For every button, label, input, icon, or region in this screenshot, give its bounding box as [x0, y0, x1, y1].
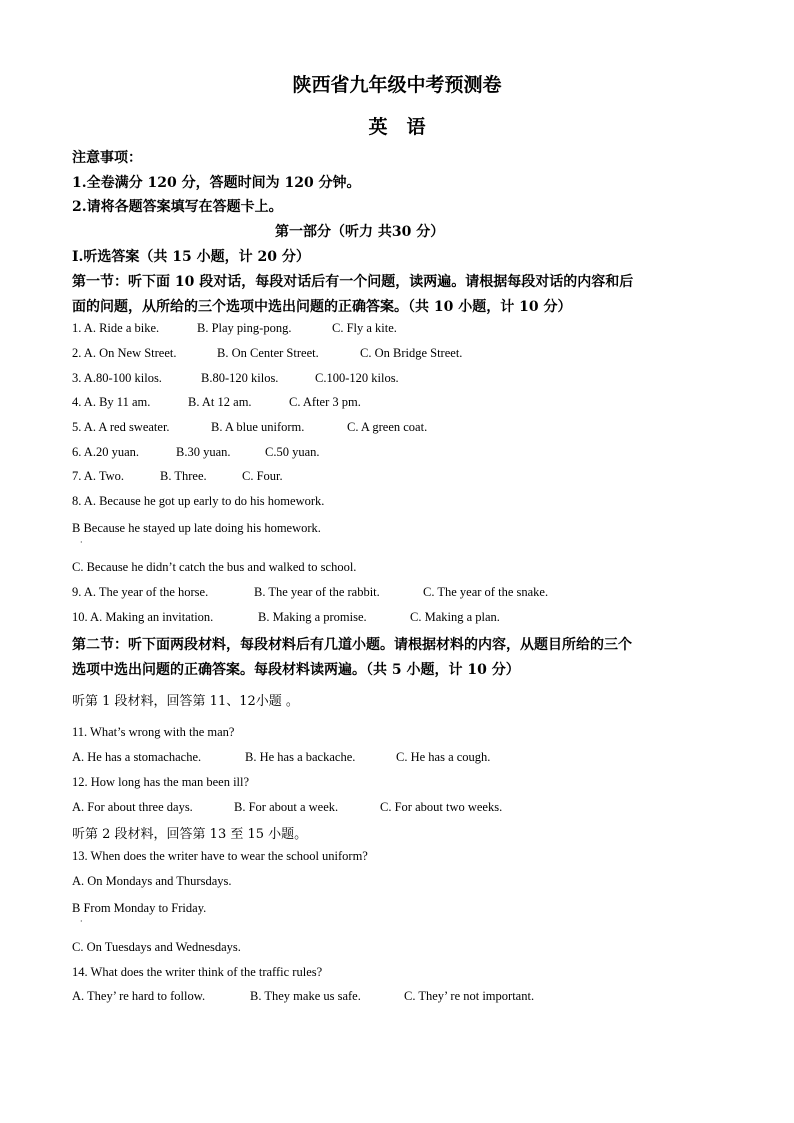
sub2-instruction-line2: 选项中选出问题的正确答案。每段材料读两遍。（共 5 小题，计 10 分） [72, 662, 520, 678]
q11-option-b: B. He has a backache. [245, 750, 356, 764]
q12-option-b: B. For about a week. [234, 800, 339, 814]
q11-stem: 11. What’s wrong with the man? [72, 725, 235, 739]
section1-title: Ⅰ.听选答案（共 15 小题，计 20 分） [72, 249, 310, 265]
q5-option-b: B. A blue uniform. [211, 420, 305, 434]
notes-heading: 注意事项： [72, 150, 142, 166]
q8-option-b: B Because he stayed up late doing his homework. [72, 521, 321, 535]
exam-title: 陕西省九年级中考预测卷 [292, 74, 502, 96]
q2-option-a: 2. A. On New Street. [72, 346, 177, 360]
q5-option-c: C. A green coat. [347, 420, 428, 434]
q13-option-c: C. On Tuesdays and Wednesdays. [72, 940, 241, 954]
q6-option-a: 6. A.20 yuan. [72, 445, 140, 459]
q14-option-a: A. They’ re hard to follow. [72, 989, 206, 1003]
q3-option-b: B.80-120 kilos. [201, 371, 279, 385]
q5-option-a: 5. A. A red sweater. [72, 420, 170, 434]
material1-instruction: 听第 1 段材料，回答第 11、12小题 。 [72, 694, 299, 709]
note-item-2: 2.请将各题答案填写在答题卡上。 [72, 199, 283, 215]
q8-option-c: C. Because he didn’t catch the bus and walked to school. [72, 560, 357, 574]
q9-option-c: C. The year of the snake. [423, 585, 549, 599]
q10-option-b: B. Making a promise. [258, 610, 367, 624]
part1-title: 第一部分（听力 共30 分） [275, 224, 445, 240]
q1-option-c: C. Fly a kite. [332, 321, 397, 335]
sub2-instruction-line1: 第二节：听下面两段材料，每段材料后有几道小题。请根据材料的内容，从题目所给的三个 [72, 637, 632, 653]
q8-stray-mark: · [80, 538, 83, 547]
q2-option-c: C. On Bridge Street. [360, 346, 463, 360]
q4-option-b: B. At 12 am. [188, 395, 252, 409]
q9-option-b: B. The year of the rabbit. [254, 585, 380, 599]
q7-option-b: B. Three. [160, 469, 207, 483]
q14-option-b: B. They make us safe. [250, 989, 361, 1003]
q4-option-c: C. After 3 pm. [289, 395, 361, 409]
q2-option-b: B. On Center Street. [217, 346, 319, 360]
q13-stray-mark: · [80, 917, 83, 926]
subject-title: 英 语 [368, 116, 426, 138]
sub1-instruction-line2: 面的问题，从所给的三个选项中选出问题的正确答案。（共 10 小题，计 10 分） [72, 299, 572, 315]
q11-option-a: A. He has a stomachache. [72, 750, 202, 764]
q7-option-c: C. Four. [242, 469, 283, 483]
q10-option-c: C. Making a plan. [410, 610, 500, 624]
q8-option-a: 8. A. Because he got up early to do his homework. [72, 494, 325, 508]
q12-option-c: C. For about two weeks. [380, 800, 503, 814]
q14-option-c: C. They’ re not important. [404, 989, 535, 1003]
q12-stem: 12. How long has the man been ill? [72, 775, 250, 789]
q13-option-b: B From Monday to Friday. [72, 901, 207, 915]
q6-option-c: C.50 yuan. [265, 445, 320, 459]
q3-option-a: 3. A.80-100 kilos. [72, 371, 162, 385]
note-item-1: 1.全卷满分 120 分，答题时间为 120 分钟。 [72, 175, 361, 191]
q3-option-c: C.100-120 kilos. [315, 371, 399, 385]
material2-instruction: 听第 2 段材料，回答第 13 至 15 小题。 [72, 827, 308, 842]
q4-option-a: 4. A. By 11 am. [72, 395, 151, 409]
q12-option-a: A. For about three days. [72, 800, 193, 814]
q13-stem: 13. When does the writer have to wear the school uniform? [72, 849, 368, 863]
q11-option-c: C. He has a cough. [396, 750, 491, 764]
q13-option-a: A. On Mondays and Thursdays. [72, 874, 232, 888]
q9-option-a: 9. A. The year of the horse. [72, 585, 209, 599]
q10-option-a: 10. A. Making an invitation. [72, 610, 214, 624]
sub1-instruction-line1: 第一节：听下面 10 段对话，每段对话后有一个问题，读两遍。请根据每段对话的内容和后 [72, 274, 634, 290]
q14-stem: 14. What does the writer think of the traffic rules? [72, 965, 323, 979]
q1-option-b: B. Play ping-pong. [197, 321, 292, 335]
q7-option-a: 7. A. Two. [72, 469, 125, 483]
q6-option-b: B.30 yuan. [176, 445, 231, 459]
q1-option-a: 1. A. Ride a bike. [72, 321, 160, 335]
